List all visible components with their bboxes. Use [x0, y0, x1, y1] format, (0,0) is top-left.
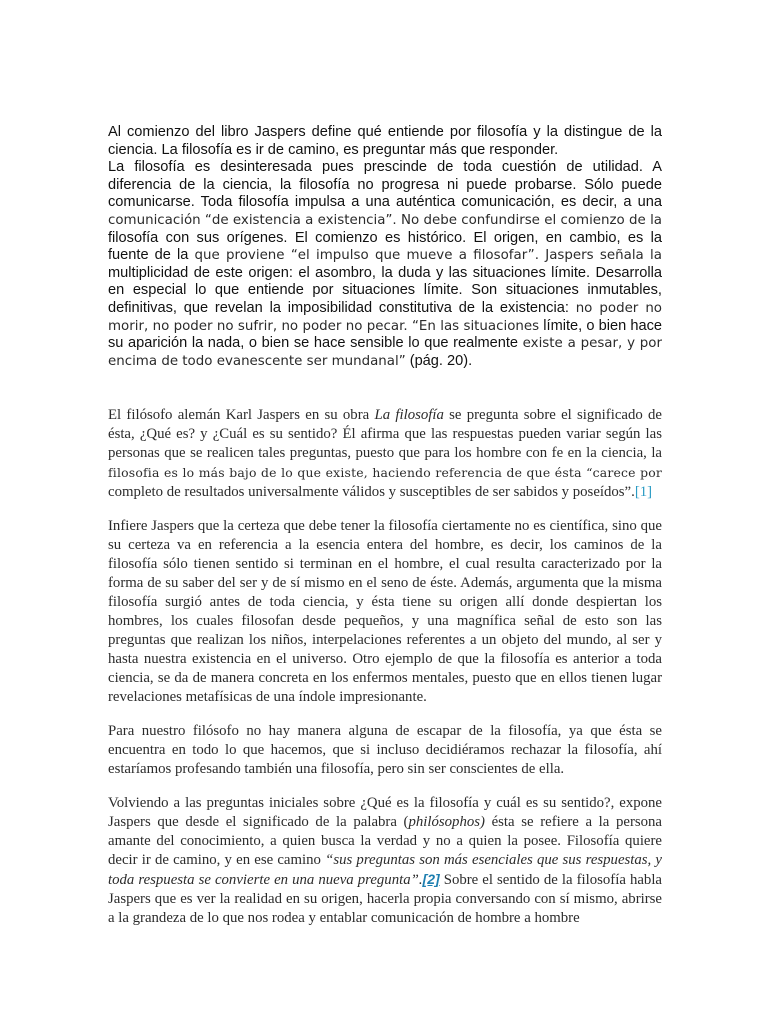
- footnote-link-2[interactable]: [2]: [422, 871, 440, 887]
- essay-paragraph-2: Infiere Jaspers que la certeza que debe tener la filosofía ciertamente no es científica, sino que su certeza va en referencia a la esencia entera del hombre, es decir, los caminos de la filosofía sólo tienen sentido si terminan en el hombre, el cual resulta caracterizado por la forma de su saber del ser y de sí mismo en el seno de éste. Además, argumenta que la misma filosofía surgió antes de toda ciencia, y ésta tiene su origen allí donde despiertan los hombres, los cuales filosofan desde pequeños, y una magnífica señal de esto son las preguntas que realizan los niños, interpelaciones referentes a un objeto del mundo, al ser y hasta nuestra existencia en el universo. Otro ejemplo de que la filosofía es anterior a toda ciencia, se da de manera concreta en los enfermos mentales, puesto que en ellos tienen lugar revelaciones metafísicas de una índole impresionante.: [108, 518, 662, 705]
- summary-text: que proviene “el impulso que mueve a filosofar”. Jaspers señala la: [194, 248, 662, 264]
- summary-paragraph-1: Al comienzo del libro Jaspers define qué entiende por filosofía y la distingue de la ciencia. La filosofía es ir de camino, es preguntar más que responder.: [108, 124, 662, 158]
- summary-text: comunicación “de existencia a existencia”. No debe confundirse el comienzo de la: [108, 212, 662, 228]
- summary-text: no poder no morir, no poder no sufrir, no poder no pecar. “En las situaciones: [108, 300, 662, 334]
- summary-text: filosofía con sus orígenes. El comienzo es histórico. El origen, en cambio, es la fuente de la: [108, 229, 662, 264]
- essay-block: [108, 406, 662, 943]
- footnote-link-1[interactable]: [1]: [634, 484, 653, 500]
- page-reference: (pág. 20).: [405, 352, 473, 369]
- summary-text: límite, o bien hace su aparición la nada, o bien se hace sensible lo que realmente: [108, 317, 662, 352]
- essay-text: filosofia es lo más bajo de lo que existe, haciendo referencia de que ésta “carece por: [108, 465, 662, 480]
- book-title: La filosofía: [374, 407, 444, 423]
- essay-text: Sobre el sentido de la filosofía habla Jaspers que es ver la realidad en su origen, hacerla propia conversando con sí mismo, abrirse a la grandeza de lo que nos rodea y entablar comunicación de hombre a hombre: [108, 872, 663, 926]
- summary-text: multiplicidad de este origen: el asombro, la duda y las situaciones límite. Desarrolla en especial lo que entiende por situaciones límite. Son situaciones inmutables, definitivas, que revelan la imposibilidad constitutiva de la existencia:: [108, 264, 662, 316]
- essay-text: Volviendo a las preguntas iniciales sobre ¿Qué es la filosofía y cuál es su sentido?, expone Jaspers que desde el significado de la palabra (: [108, 795, 662, 830]
- summary-text: La filosofía es desinteresada pues prescinde de toda cuestión de utilidad. A diferencia de la ciencia, la filosofía no progresa ni puede probarse. Sólo puede comunicarse. Toda filosofía impulsa a una auténtica comunicación, es decir, a una: [108, 159, 662, 211]
- summary-block: [108, 124, 662, 370]
- jaspers-quote: “sus preguntas son más esenciales que sus respuestas, y toda respuesta se convierte en una nueva pregunta”.: [108, 852, 662, 888]
- essay-text: ésta se refiere a la persona amante del conocimiento, a quien busca la verdad y no a quien la posee. Filosofía quiere decir ir de camino, y en ese camino: [108, 814, 663, 868]
- essay-text: se pregunta sobre el significado de ésta, ¿Qué es? y ¿Cuál es su sentido? Él afirma que las respuestas pueden variar según las personas que se realicen tales preguntas, puesto que para los hombre con fe en la ciencia, la: [108, 407, 662, 461]
- essay-text: completo de resultados universalmente válidos y susceptibles de ser sabidos y poseídos”.: [108, 484, 635, 500]
- essay-paragraph-3: Para nuestro filósofo no hay manera alguna de escapar de la filosofía, ya que ésta se encuentra en todo lo que hacemos, que si incluso decidiéramos rechazar la filosofía, ahí estaríamos profesando también una filosofía, pero sin ser conscientes de ella.: [108, 723, 662, 777]
- greek-word: philósophos): [408, 814, 485, 830]
- essay-paragraph-1: [108, 406, 662, 502]
- essay-text: El filósofo alemán Karl Jaspers en su obra: [108, 407, 375, 423]
- summary-text: existe a pesar, y por encima de todo evanescente ser mundanal”: [108, 336, 662, 369]
- summary-paragraph-2: [108, 159, 662, 370]
- essay-paragraph-4: [108, 794, 662, 928]
